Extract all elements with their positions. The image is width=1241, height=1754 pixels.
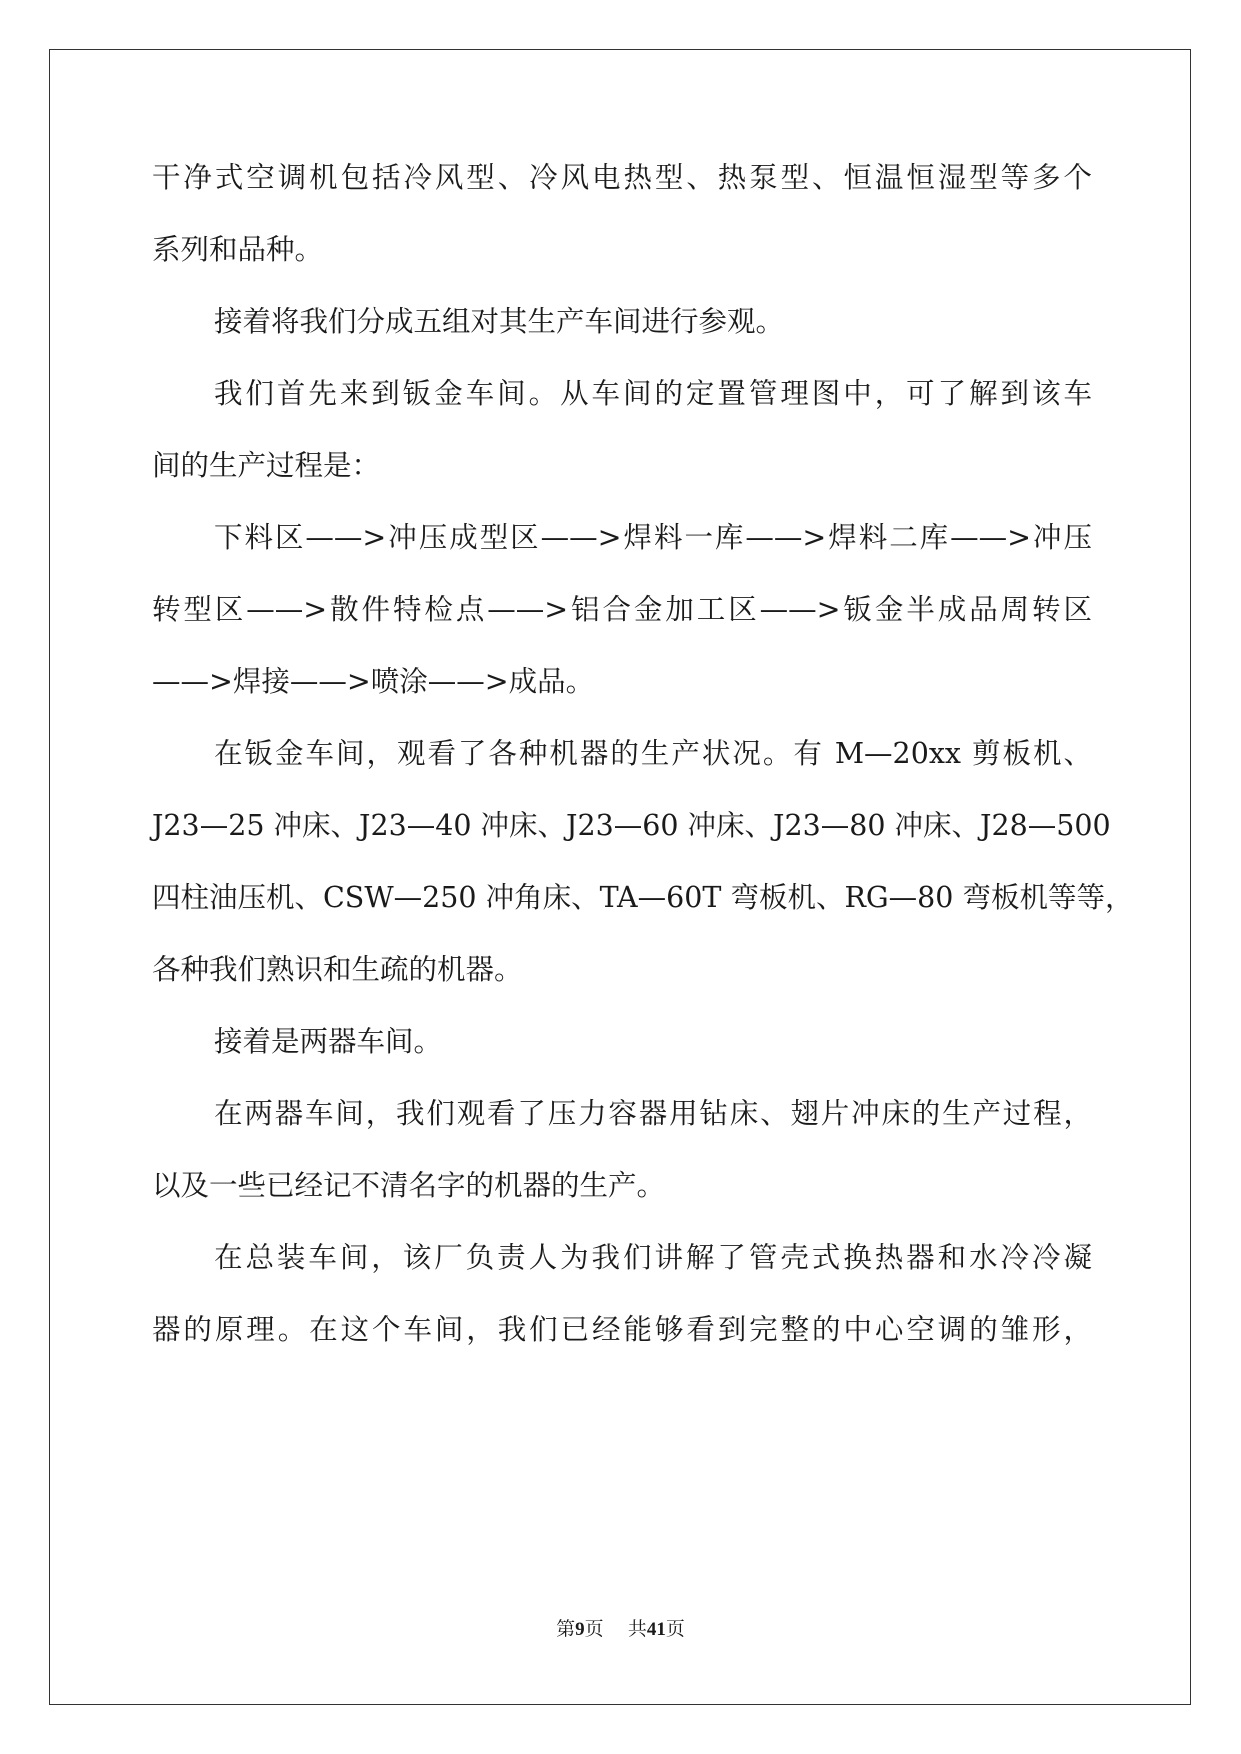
text-line: 系列和品种。 [152, 233, 324, 266]
text-line: ——>焊接——>喷涂——>成品。 [152, 665, 595, 698]
text-line: 在钣金车间，观看了各种机器的生产状况。有 M—20xx 剪板机、 [214, 737, 1092, 770]
text-line: 各种我们熟识和生疏的机器。 [152, 953, 523, 986]
text-line: 我们首先来到钣金车间。从车间的定置管理图中，可了解到该车 [214, 377, 1092, 410]
footer-prefix: 第 [556, 1618, 576, 1640]
text-line: J23—25 冲床、J23—40 冲床、J23—60 冲床、J23—80 冲床、J28—500 [152, 809, 1111, 842]
page-footer [0, 1616, 1241, 1643]
text-line: 在总装车间，该厂负责人为我们讲解了管壳式换热器和水冷冷凝 [214, 1241, 1092, 1274]
footer-mid: 页 共 [584, 1618, 647, 1640]
footer-suffix: 页 [665, 1618, 685, 1640]
text-line: 器的原理。在这个车间，我们已经能够看到完整的中心空调的雏形， [152, 1313, 1092, 1346]
text-line: 下料区——>冲压成型区——>焊料一库——>焊料二库——>冲压 [214, 521, 1092, 554]
text-line: 间的生产过程是： [152, 449, 381, 482]
text-line: 以及一些已经记不清名字的机器的生产。 [152, 1169, 666, 1202]
page-border [49, 49, 1191, 1705]
text-line: 接着将我们分成五组对其生产车间进行参观。 [214, 305, 785, 338]
current-page-number: 9 [575, 1619, 585, 1640]
text-line: 接着是两器车间。 [214, 1025, 443, 1058]
text-line: 干净式空调机包括冷风型、冷风电热型、热泵型、恒温恒湿型等多个 [152, 161, 1092, 194]
text-line: 在两器车间，我们观看了压力容器用钻床、翅片冲床的生产过程， [214, 1097, 1092, 1130]
text-line: 四柱油压机、CSW—250 冲角床、TA—60T 弯板机、RG—80 弯板机等等， [152, 881, 1134, 914]
total-page-count: 41 [646, 1619, 666, 1640]
text-line: 转型区——>散件特检点——>铝合金加工区——>钣金半成品周转区 [152, 593, 1092, 626]
